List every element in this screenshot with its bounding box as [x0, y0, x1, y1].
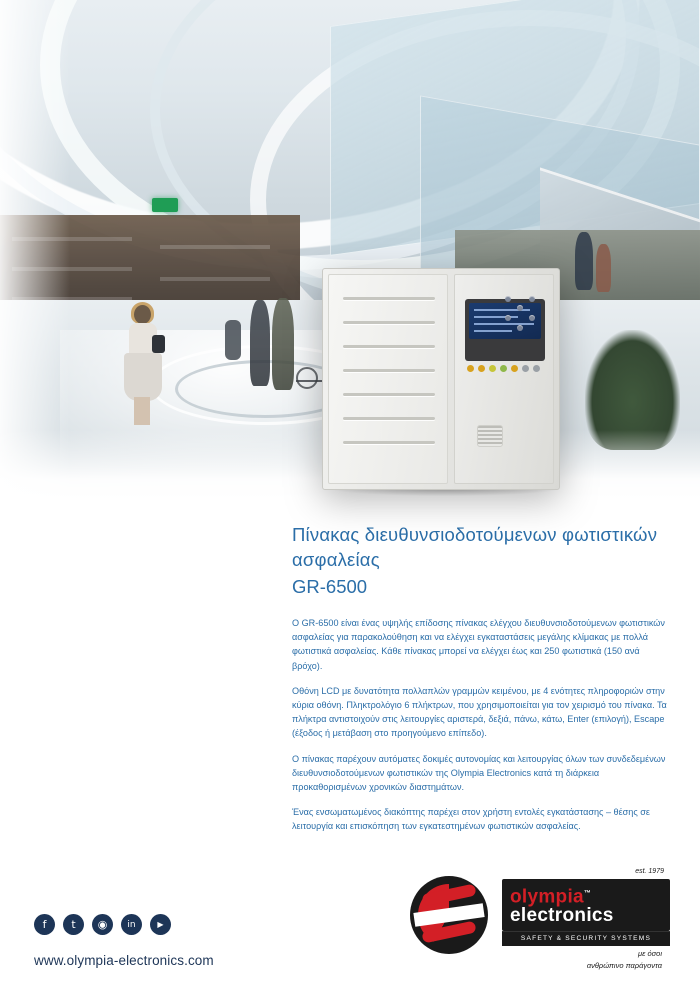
olympia-swirl-icon	[410, 876, 488, 954]
page-title: Πίνακας διευθυνσιοδοτούμενων φωτιστικών ασφαλείας	[292, 524, 658, 570]
status-leds	[467, 365, 543, 373]
paragraph: Ο πίνακας παρέχουν αυτόματες δοκιμές αυτονομίας και λειτουργίας όλων των συνδεδεμένων διευθυνσιοδοτούμενων φωτιστικών της Olympia Electronics κατά τη διάρκεια προκαθορισμένων χρονικών διαστημάτων.	[292, 753, 666, 793]
paragraph: Ο GR-6500 είναι ένας υψηλής επίδοσης πίνακας ελέγχου διευθυνσιοδοτούμενων φωτιστικών ασφαλείας για παρακολούθηση και να ελέγχει εγκαταστάσεις μεγάλης κλίμακας με πολλά φωτιστικά ασφαλείας. Κάθε πίνακας μπορεί να ελέγχει έως και 250 φωτιστικά (150 ανά βρόχο).	[292, 618, 665, 671]
social-links	[34, 914, 171, 935]
brand-name	[510, 884, 662, 906]
panel-door-left	[328, 274, 448, 484]
shopper-figure	[596, 244, 611, 292]
website-url[interactable]: www.olympia-electronics.com	[34, 953, 214, 968]
brand-name-second: electronics	[510, 905, 614, 927]
shopper-figure	[575, 232, 593, 290]
logo-wordmark	[502, 868, 670, 946]
shopper-figure	[120, 305, 166, 425]
trademark-symbol: ™	[583, 890, 592, 897]
facebook-icon[interactable]: f	[34, 914, 55, 935]
linkedin-icon[interactable]: in	[121, 914, 142, 935]
product-image-fire-panel	[322, 268, 560, 490]
photo-fade-left	[0, 0, 70, 500]
shopper-figure	[225, 320, 241, 360]
sounder-grille	[477, 425, 503, 447]
tagline-line1: με όσοι	[637, 949, 662, 958]
model-number: GR-6500	[292, 576, 368, 597]
shopper-figure	[250, 300, 270, 386]
youtube-icon[interactable]: ▶	[150, 914, 171, 935]
panel-control-face	[454, 274, 554, 484]
brand-name-first: olympia	[510, 886, 584, 908]
body-copy	[292, 616, 667, 834]
paragraph: Ένας ενσωματωμένος διακόπτης παρέχει στον χρήστη εντολές εγκατάστασης – θέσης σε λειτουργία και επισκόπηση των εγκατεστημένων φωτιστικών ασφαλείας.	[292, 807, 650, 832]
paragraph: Οθόνη LCD με δυνατότητα πολλαπλών γραμμών κειμένου, με 4 ενότητες πληροφοριών στην κύρια οθόνη. Πληκτρολόγιο 6 πλήκτρων, που χρησιμοποιείται για τον χειρισμό του πίνακα. Τα πλήκτρα αντιστοιχούν στις λειτουργίες αριστερά, δεξιά, πάνω, κάτω, Enter (επιλογή), Escape (έξοδος ή μετάβαση στο προηγούμενο επίπεδο).	[292, 685, 667, 739]
page-footer	[0, 870, 700, 990]
shopper-figure	[272, 298, 294, 390]
product-description	[292, 522, 667, 845]
tagline-line2: ανθρώπινο παράγοντα	[586, 961, 662, 970]
exit-sign-icon	[152, 198, 178, 212]
instagram-icon[interactable]: ◉	[92, 914, 113, 935]
established-label: est. 1979	[635, 868, 664, 875]
company-logo	[410, 868, 670, 972]
logo-name-bar	[502, 879, 670, 931]
twitter-icon[interactable]: t	[63, 914, 84, 935]
logo-subtitle: SAFETY & SECURITY SYSTEMS	[502, 931, 670, 946]
keypad	[505, 305, 539, 333]
logo-tagline	[587, 948, 662, 972]
